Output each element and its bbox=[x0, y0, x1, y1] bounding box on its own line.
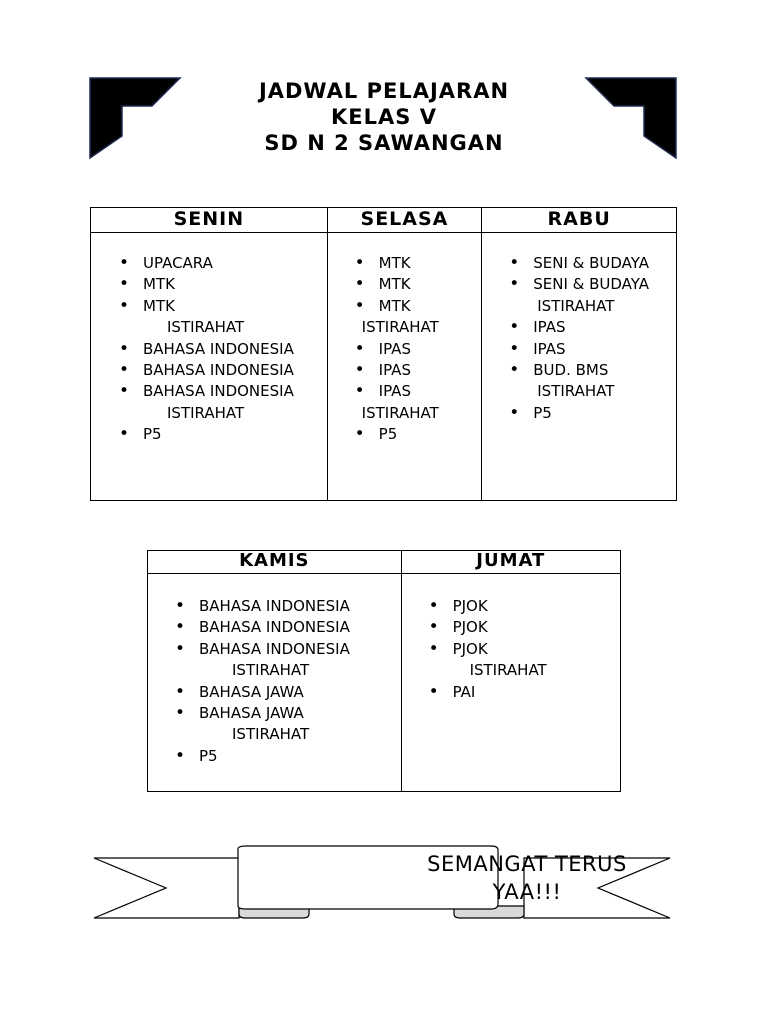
subject-item: • MTK bbox=[379, 253, 482, 274]
subject-item: • BUD. BMS bbox=[533, 360, 676, 381]
subject-item: • BAHASA INDONESIA bbox=[143, 360, 327, 381]
subject-item: • PJOK bbox=[453, 617, 620, 638]
subject-item: • SENI & BUDAYA bbox=[533, 274, 676, 295]
day-cell-senin bbox=[91, 233, 328, 501]
title-line-2: KELAS V bbox=[331, 105, 437, 129]
subject-item: • IPAS bbox=[533, 317, 676, 338]
subject-item: • SENI & BUDAYA bbox=[533, 253, 676, 274]
subject-item: • IPAS bbox=[379, 381, 482, 402]
day-header-senin: SENIN bbox=[91, 208, 328, 233]
day-cell-jumat bbox=[401, 574, 620, 792]
subject-item: • P5 bbox=[379, 424, 482, 445]
break-item: ISTIRAHAT bbox=[537, 296, 615, 315]
title-line-1: JADWAL PELAJARAN bbox=[258, 79, 510, 103]
subject-list-jumat bbox=[453, 596, 620, 703]
day-cell-kamis bbox=[148, 574, 402, 792]
schedule-table-mon-wed bbox=[90, 207, 677, 501]
subject-item: • UPACARA bbox=[143, 253, 327, 274]
day-header-rabu: RABU bbox=[482, 208, 677, 233]
banner-line-1: SEMANGAT TERUS bbox=[427, 852, 627, 876]
subject-list-selasa bbox=[361, 253, 482, 446]
break-item: ISTIRAHAT bbox=[167, 318, 245, 337]
subject-item: • BAHASA INDONESIA bbox=[199, 596, 401, 617]
page-title bbox=[0, 78, 768, 156]
subject-item: • IPAS bbox=[379, 360, 482, 381]
table-header-row bbox=[91, 208, 677, 233]
subject-item: • BAHASA JAWA bbox=[199, 682, 401, 703]
break-item: ISTIRAHAT bbox=[469, 661, 547, 680]
subject-list-senin bbox=[143, 253, 327, 446]
subject-item: • BAHASA JAWA bbox=[199, 703, 401, 724]
break-item: ISTIRAHAT bbox=[232, 725, 310, 744]
day-cell-rabu bbox=[482, 233, 677, 501]
subject-item: • MTK bbox=[143, 296, 327, 317]
subject-item: • PJOK bbox=[453, 596, 620, 617]
table-header-row bbox=[148, 551, 621, 574]
subject-item: • PAI bbox=[453, 682, 620, 703]
subject-item: • P5 bbox=[199, 746, 401, 767]
day-header-selasa: SELASA bbox=[327, 208, 482, 233]
subject-item: • BAHASA INDONESIA bbox=[143, 339, 327, 360]
subject-list-kamis bbox=[199, 596, 401, 767]
subject-item: • P5 bbox=[143, 424, 327, 445]
subject-list-rabu bbox=[533, 253, 676, 424]
subject-item: • PJOK bbox=[453, 639, 620, 660]
day-header-jumat: JUMAT bbox=[401, 551, 620, 574]
break-item: ISTIRAHAT bbox=[167, 403, 245, 422]
subject-item: • BAHASA INDONESIA bbox=[199, 639, 401, 660]
subject-item: • MTK bbox=[379, 296, 482, 317]
break-item: ISTIRAHAT bbox=[537, 382, 615, 401]
table-body-row bbox=[91, 233, 677, 501]
subject-item: • IPAS bbox=[533, 339, 676, 360]
day-cell-selasa bbox=[327, 233, 482, 501]
break-item: ISTIRAHAT bbox=[232, 661, 310, 680]
day-header-kamis: KAMIS bbox=[148, 551, 402, 574]
subject-item: • BAHASA INDONESIA bbox=[199, 617, 401, 638]
title-line-3: SD N 2 SAWANGAN bbox=[264, 131, 504, 155]
subject-item: • IPAS bbox=[379, 339, 482, 360]
subject-item: • MTK bbox=[379, 274, 482, 295]
banner-text bbox=[404, 850, 650, 906]
subject-item: • BAHASA INDONESIA bbox=[143, 381, 327, 402]
table-body-row bbox=[148, 574, 621, 792]
break-item: ISTIRAHAT bbox=[361, 318, 439, 337]
subject-item: • MTK bbox=[143, 274, 327, 295]
banner-line-2: YAA!!! bbox=[492, 880, 562, 904]
subject-item: • P5 bbox=[533, 403, 676, 424]
schedule-table-thu-fri bbox=[147, 550, 621, 792]
break-item: ISTIRAHAT bbox=[361, 403, 439, 422]
